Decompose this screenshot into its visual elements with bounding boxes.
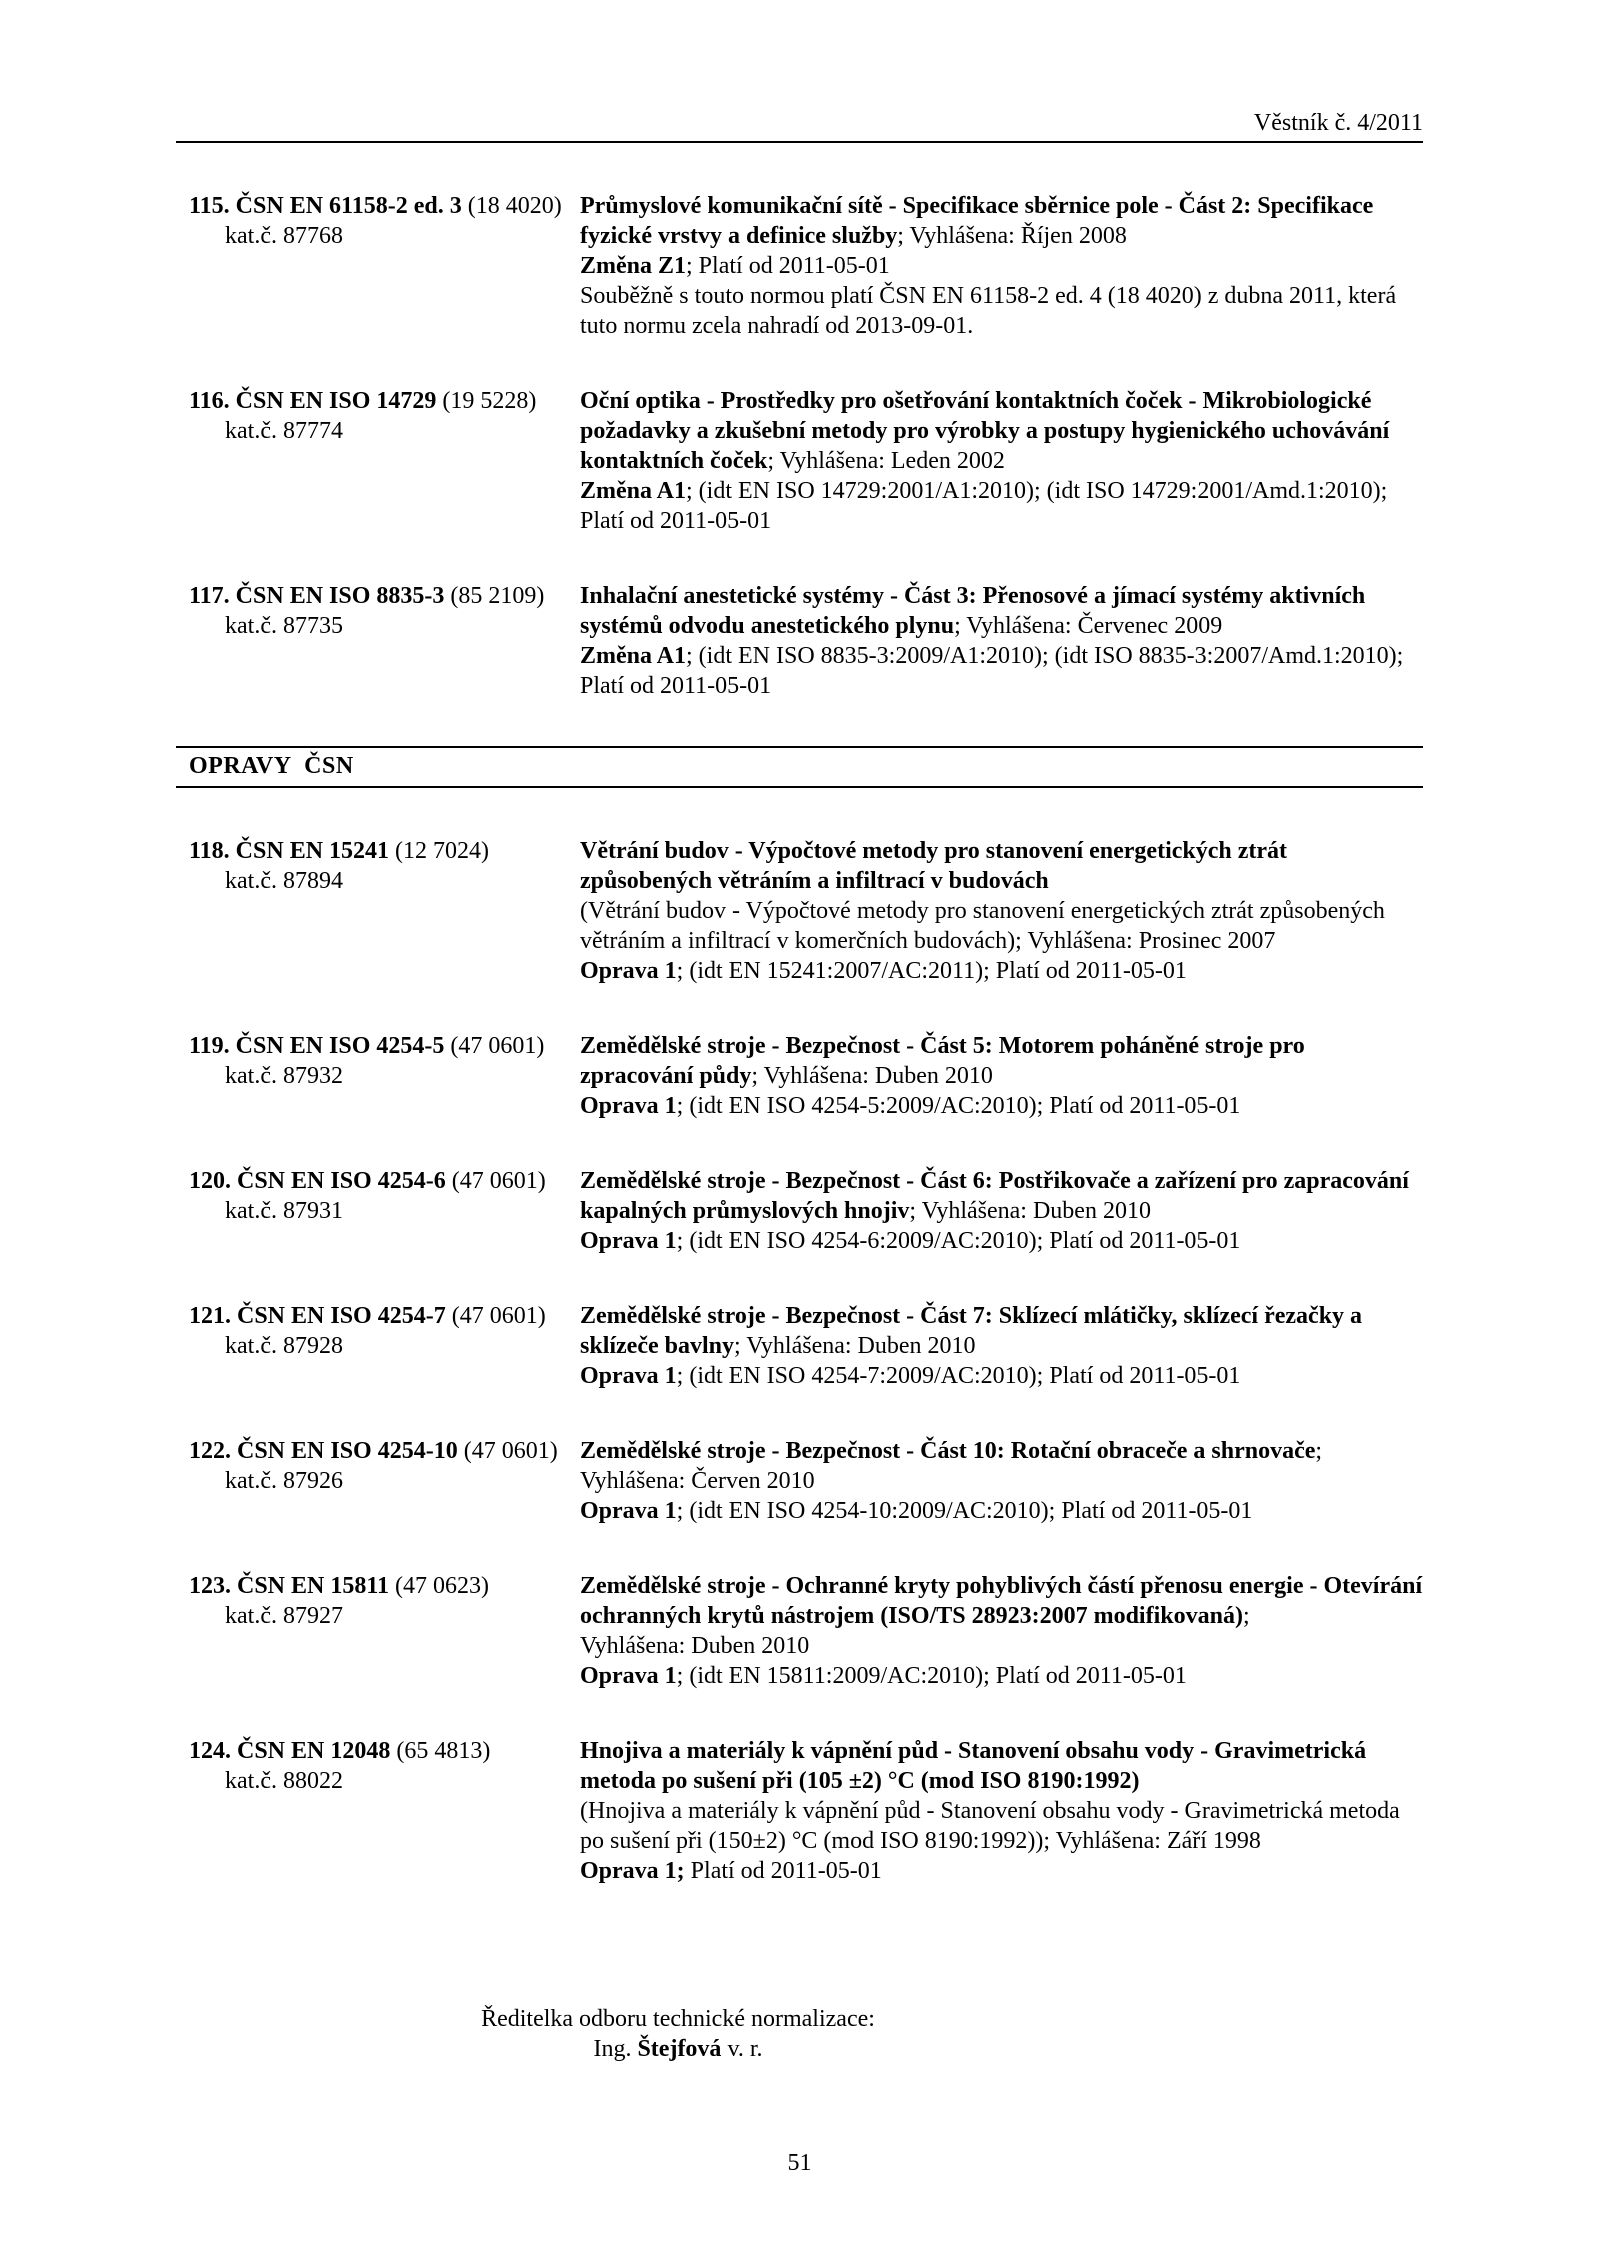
description-segment-bold: Oprava 1;	[580, 1858, 685, 1884]
standard-designation	[189, 1301, 580, 1331]
description-paragraph	[580, 581, 1423, 641]
standard-catalog-number: kat.č. 87894	[225, 868, 343, 894]
standard-catalog-number: kat.č. 87774	[225, 418, 343, 444]
standard-designation	[189, 191, 580, 221]
description-paragraph	[580, 956, 1423, 986]
description-paragraph	[580, 281, 1423, 341]
description-segment: ; (idt EN 15241:2007/AC:2011); Platí od 2011-05-01	[676, 958, 1187, 984]
standard-entry-left	[176, 1571, 580, 1691]
standard-entry-left	[176, 1736, 580, 1886]
description-segment-bold: Změna A1	[580, 478, 687, 504]
description-segment: (Hnojiva a materiály k vápnění půd - Stanovení obsahu vody - Gravimetrická metoda po sušení při (150±2) °C (mod ISO 8190:1992)); Vyhlášena: Září 1998	[580, 1798, 1400, 1854]
description-segment-bold: Průmyslové komunikační sítě - Specifikace sběrnice pole - Část 2: Specifikace fyzické vrstvy a definice služby	[580, 193, 1374, 249]
standard-entry-left	[176, 386, 580, 536]
description-segment: ; Vyhlášena: Leden 2002	[767, 448, 1005, 474]
description-paragraph	[580, 641, 1423, 701]
standard-catalog-number: kat.č. 87932	[225, 1063, 343, 1089]
standard-entry-left	[176, 581, 580, 701]
description-segment-bold: Zemědělské stroje - Bezpečnost - Část 7: Sklízecí mlátičky, sklízecí řezačky a sklízeče bavlny	[580, 1303, 1363, 1359]
description-segment: ;	[1242, 1603, 1250, 1629]
standard-description	[580, 581, 1423, 701]
description-segment-bold: Zemědělské stroje - Bezpečnost - Část 10: Rotační obraceče a shrnovače	[580, 1438, 1316, 1464]
standard-class-code: (47 0601)	[457, 1438, 558, 1464]
description-segment: Souběžně s touto normou platí ČSN EN 61158-2 ed. 4 (18 4020) z dubna 2011, která tuto normu zcela nahradí od 2013-09-01.	[580, 283, 1397, 339]
standard-description	[580, 1571, 1423, 1691]
description-paragraph	[580, 476, 1423, 536]
standard-description	[580, 836, 1423, 986]
description-segment: Platí od 2011-05-01	[684, 1858, 882, 1884]
description-segment: ; Vyhlášena: Říjen 2008	[897, 223, 1127, 249]
description-paragraph	[580, 1301, 1423, 1361]
standard-designation	[189, 1436, 580, 1466]
description-paragraph	[580, 1466, 1423, 1496]
standard-number: 115. ČSN EN 61158-2 ed. 3	[189, 193, 462, 219]
description-paragraph	[580, 1856, 1423, 1886]
content-column	[176, 0, 1423, 2178]
standard-number: 124. ČSN EN 12048	[189, 1738, 391, 1764]
standard-entry-left	[176, 191, 580, 341]
standard-catalog-number: kat.č. 88022	[225, 1768, 343, 1794]
standard-class-code: (65 4813)	[390, 1738, 491, 1764]
description-paragraph	[580, 1661, 1423, 1691]
description-segment: ; (idt EN 15811:2009/AC:2010); Platí od 2011-05-01	[676, 1663, 1187, 1689]
standard-description	[580, 1166, 1423, 1256]
description-segment-bold: Změna Z1	[580, 253, 687, 279]
signoff-name	[176, 2034, 1180, 2064]
description-paragraph	[580, 191, 1423, 251]
standard-description	[580, 386, 1423, 536]
standard-number: 120. ČSN EN ISO 4254-6	[189, 1168, 446, 1194]
description-segment: Vyhlášena: Červen 2010	[580, 1468, 815, 1494]
page-header	[176, 0, 1423, 143]
description-segment-bold: Oční optika - Prostředky pro ošetřování kontaktních čoček - Mikrobiologické požadavky a zkušební metody pro výrobky a postupy hygienického uchovávání kontaktních čoček	[580, 388, 1390, 474]
standard-class-code: (18 4020)	[461, 193, 562, 219]
standard-catalog-number: kat.č. 87768	[225, 223, 343, 249]
standard-entry	[176, 1166, 1423, 1256]
description-paragraph	[580, 1631, 1423, 1661]
standard-class-code: (85 2109)	[444, 583, 545, 609]
description-paragraph	[580, 1166, 1423, 1226]
standard-entry	[176, 191, 1423, 341]
description-segment: ; (idt EN ISO 4254-6:2009/AC:2010); Platí od 2011-05-01	[676, 1228, 1241, 1254]
standard-designation	[189, 581, 580, 611]
description-paragraph	[580, 896, 1423, 956]
section-heading-text: OPRAVY ČSN	[189, 753, 354, 779]
description-segment: ;	[1315, 1438, 1323, 1464]
description-paragraph	[580, 836, 1423, 896]
description-paragraph	[580, 251, 1423, 281]
signoff-name-bold: Štejfová	[637, 2036, 722, 2062]
standard-entry	[176, 386, 1423, 536]
description-segment: ; Platí od 2011-05-01	[686, 253, 890, 279]
standard-number: 116. ČSN EN ISO 14729	[189, 388, 437, 414]
standard-designation	[189, 386, 580, 416]
page-number: 51	[787, 2150, 812, 2176]
description-segment: ; (idt EN ISO 4254-10:2009/AC:2010); Platí od 2011-05-01	[676, 1498, 1253, 1524]
description-segment: ; Vyhlášena: Duben 2010	[909, 1198, 1151, 1224]
standard-number: 118. ČSN EN 15241	[189, 838, 390, 864]
standard-description	[580, 1301, 1423, 1391]
signoff-block	[176, 2004, 1180, 2064]
signoff-name-suffix: v. r.	[721, 2036, 763, 2062]
description-segment: ; Vyhlášena: Červenec 2009	[954, 613, 1223, 639]
description-segment-bold: Oprava 1	[580, 1498, 677, 1524]
standard-entry-left	[176, 1031, 580, 1121]
description-paragraph	[580, 1571, 1423, 1631]
standard-number: 123. ČSN EN 15811	[189, 1573, 390, 1599]
standard-designation	[189, 1736, 580, 1766]
description-segment-bold: Změna A1	[580, 643, 687, 669]
standard-entry	[176, 836, 1423, 986]
description-segment: Vyhlášena: Duben 2010	[580, 1633, 810, 1659]
description-segment: ; Vyhlášena: Duben 2010	[734, 1333, 976, 1359]
description-paragraph	[580, 1091, 1423, 1121]
standard-entry	[176, 1436, 1423, 1526]
description-segment-bold: Oprava 1	[580, 1228, 677, 1254]
signoff-role: Ředitelka odboru technické normalizace:	[481, 2006, 875, 2032]
description-segment-bold: Inhalační anestetické systémy - Část 3: Přenosové a jímací systémy aktivních systémů odvodu anestetického plynu	[580, 583, 1366, 639]
description-segment-bold: Oprava 1	[580, 958, 677, 984]
standard-description	[580, 1031, 1423, 1121]
standard-designation	[189, 1571, 580, 1601]
standard-catalog-number: kat.č. 87927	[225, 1603, 343, 1629]
standard-entry-left	[176, 836, 580, 986]
description-segment: ; (idt EN ISO 14729:2001/A1:2010); (idt ISO 14729:2001/Amd.1:2010); Platí od 2011-05-01	[580, 478, 1388, 534]
standard-entry-left	[176, 1301, 580, 1391]
standard-entry	[176, 1736, 1423, 1886]
standard-entry-left	[176, 1436, 580, 1526]
standards-list	[176, 191, 1423, 1886]
description-segment-bold: Zemědělské stroje - Ochranné kryty pohyblivých částí přenosu energie - Otevírání ochranných krytů nástrojem (ISO/TS 28923:2007 modifikovaná)	[580, 1573, 1423, 1629]
standard-entry	[176, 1031, 1423, 1121]
description-segment-bold: Zemědělské stroje - Bezpečnost - Část 5: Motorem poháněné stroje pro zpracování půdy	[580, 1033, 1305, 1089]
standard-designation	[189, 1166, 580, 1196]
description-paragraph	[580, 1796, 1423, 1856]
description-segment: ; (idt EN ISO 8835-3:2009/A1:2010); (idt ISO 8835-3:2007/Amd.1:2010); Platí od 2011-05-01	[580, 643, 1404, 699]
standard-catalog-number: kat.č. 87928	[225, 1333, 343, 1359]
standard-entry-left	[176, 1166, 580, 1256]
description-segment-bold: Oprava 1	[580, 1663, 677, 1689]
bulletin-title: Věstník č. 4/2011	[1253, 110, 1423, 136]
standard-catalog-number: kat.č. 87931	[225, 1198, 343, 1224]
standard-class-code: (47 0601)	[444, 1033, 545, 1059]
standard-description	[580, 191, 1423, 341]
description-segment-bold: Hnojiva a materiály k vápnění půd - Stanovení obsahu vody - Gravimetrická metoda po sušení při (105 ±2) °C (mod ISO 8190:1992)	[580, 1738, 1367, 1794]
description-paragraph	[580, 386, 1423, 476]
standard-entry	[176, 1301, 1423, 1391]
standard-class-code: (19 5228)	[436, 388, 537, 414]
standard-entry	[176, 581, 1423, 701]
standard-class-code: (12 7024)	[389, 838, 490, 864]
standard-number: 121. ČSN EN ISO 4254-7	[189, 1303, 446, 1329]
standard-class-code: (47 0601)	[445, 1303, 546, 1329]
standard-class-code: (47 0623)	[389, 1573, 490, 1599]
description-segment: ; (idt EN ISO 4254-7:2009/AC:2010); Platí od 2011-05-01	[676, 1363, 1241, 1389]
description-paragraph	[580, 1736, 1423, 1796]
description-paragraph	[580, 1436, 1423, 1466]
description-segment-bold: Oprava 1	[580, 1363, 677, 1389]
description-paragraph	[580, 1031, 1423, 1091]
standard-number: 117. ČSN EN ISO 8835-3	[189, 583, 445, 609]
signoff-name-prefix: Ing.	[593, 2036, 638, 2062]
standard-number: 122. ČSN EN ISO 4254-10	[189, 1438, 458, 1464]
description-segment-bold: Oprava 1	[580, 1093, 677, 1119]
standard-designation	[189, 1031, 580, 1061]
description-paragraph	[580, 1361, 1423, 1391]
standard-number: 119. ČSN EN ISO 4254-5	[189, 1033, 445, 1059]
description-segment-bold: Větrání budov - Výpočtové metody pro stanovení energetických ztrát způsobených větráním a infiltrací v budovách	[580, 838, 1288, 894]
standard-class-code: (47 0601)	[445, 1168, 546, 1194]
description-segment: ; (idt EN ISO 4254-5:2009/AC:2010); Platí od 2011-05-01	[676, 1093, 1241, 1119]
standard-catalog-number: kat.č. 87735	[225, 613, 343, 639]
description-segment: (Větrání budov - Výpočtové metody pro stanovení energetických ztrát způsobených větráním a infiltrací v komerčních budovách); Vyhlášena: Prosinec 2007	[580, 898, 1385, 954]
standard-description	[580, 1736, 1423, 1886]
description-segment: ; Vyhlášena: Duben 2010	[751, 1063, 993, 1089]
description-paragraph	[580, 1496, 1423, 1526]
description-segment-bold: Zemědělské stroje - Bezpečnost - Část 6: Postřikovače a zařízení pro zapracování kapalných průmyslových hnojiv	[580, 1168, 1409, 1224]
standard-entry	[176, 1571, 1423, 1691]
standard-description	[580, 1436, 1423, 1526]
standard-designation	[189, 836, 580, 866]
description-paragraph	[580, 1226, 1423, 1256]
standard-catalog-number: kat.č. 87926	[225, 1468, 343, 1494]
section-heading	[176, 746, 1423, 788]
